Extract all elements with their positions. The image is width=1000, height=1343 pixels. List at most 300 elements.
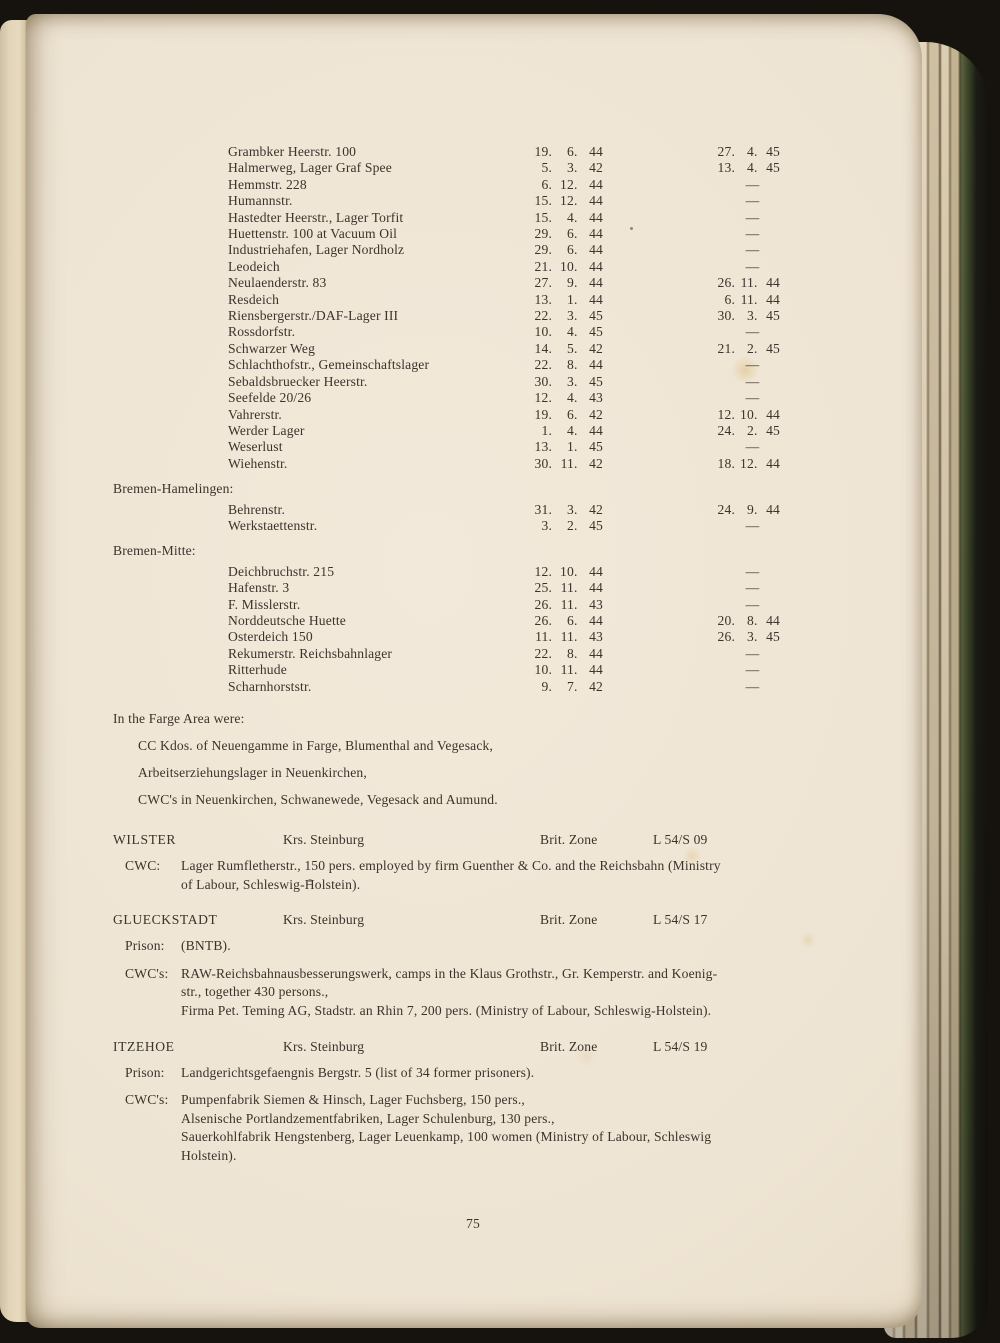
entry-text-line: (BNTB). xyxy=(181,938,231,954)
date-first xyxy=(530,374,603,390)
date-first xyxy=(530,308,603,324)
date-second: — xyxy=(745,324,760,340)
date-second xyxy=(713,341,780,357)
column-gap xyxy=(603,390,713,406)
column-gap xyxy=(603,564,713,580)
date-year: 42 xyxy=(589,406,603,422)
date-second: — xyxy=(745,563,760,579)
date-year: 44 xyxy=(589,662,603,678)
date-day: 3. xyxy=(541,517,552,533)
camp-name: Huettenstr. 100 at Vacuum Oil xyxy=(228,226,398,242)
column-gap xyxy=(603,275,713,291)
date-month: 3. xyxy=(567,501,578,517)
farge-area-item: CWC's in Neuenkirchen, Schwanewede, Vegesack and Aumund. xyxy=(138,792,498,807)
date-first xyxy=(530,226,603,242)
date-year: 44 xyxy=(589,563,603,579)
date-day: 12. xyxy=(534,563,552,579)
camp-name: Leodeich xyxy=(228,258,280,274)
date-year: 45 xyxy=(766,308,780,324)
date-second: — xyxy=(745,242,760,258)
table-row xyxy=(228,292,839,308)
farge-area-title: In the Farge Area were: xyxy=(113,711,245,726)
date-month: 12. xyxy=(740,455,758,471)
camps-table xyxy=(113,144,839,695)
date-first xyxy=(530,324,603,340)
date-month: 7. xyxy=(567,678,578,694)
farge-area-block xyxy=(113,710,839,808)
column-gap xyxy=(603,518,713,534)
entry-label: Prison: xyxy=(125,938,165,954)
date-second xyxy=(713,613,780,629)
table-row xyxy=(228,177,839,193)
map-reference: L 54/S 17 xyxy=(653,912,708,928)
date-second: — xyxy=(745,176,760,192)
date-month: 11. xyxy=(560,662,578,678)
town-entry xyxy=(125,857,839,894)
entry-text-line: Lager Rumfletherstr., 150 pers. employed by firm Guenther & Co. and the Reichsbahn (Ministry xyxy=(181,858,721,873)
column-gap xyxy=(603,629,713,645)
camp-name: F. Misslerstr. xyxy=(228,596,301,612)
camp-name: Behrenstr. xyxy=(228,501,285,517)
table-row xyxy=(228,439,839,455)
date-first xyxy=(530,580,603,596)
date-second xyxy=(713,456,780,472)
table-row xyxy=(228,662,839,678)
entry-label: CWC's: xyxy=(125,965,169,981)
date-month: 10. xyxy=(740,406,758,422)
entry-text-line: Firma Pet. Teming AG, Stadstr. an Rhin 7, 200 pers. (Ministry of Labour, Schleswig-Holstein). xyxy=(181,1002,712,1018)
entry-label: CWC's: xyxy=(125,1092,169,1108)
camp-name: Werder Lager xyxy=(228,422,305,438)
column-gap xyxy=(603,439,713,455)
date-day: 22. xyxy=(534,645,552,661)
date-month: 11. xyxy=(560,455,578,471)
entry-text-line: RAW-Reichsbahnausbesserungswerk, camps in the Klaus Grothstr., Gr. Kemperstr. and Koenig- xyxy=(181,965,718,981)
entry-text-line: Landgerichtsgefaengnis Bergstr. 5 (list of 34 former prisoners). xyxy=(181,1064,535,1080)
date-year: 44 xyxy=(589,612,603,628)
date-month: 8. xyxy=(567,645,578,661)
date-month: 11. xyxy=(560,629,578,645)
table-row xyxy=(228,259,839,275)
date-year: 43 xyxy=(589,390,603,406)
date-year: 42 xyxy=(589,455,603,471)
date-month: 11. xyxy=(740,275,758,291)
date-first xyxy=(530,613,603,629)
date-day: 6. xyxy=(541,176,552,192)
date-day: 1. xyxy=(541,422,552,438)
entry-text-line: str., together 430 persons., xyxy=(181,984,329,1000)
camp-name: Hafenstr. 3 xyxy=(228,580,290,596)
camp-name: Rekumerstr. Reichsbahnlager xyxy=(228,645,393,661)
date-second: — xyxy=(745,193,760,209)
date-second: — xyxy=(745,357,760,373)
district-label: Krs. Steinburg xyxy=(283,912,365,928)
date-year: 45 xyxy=(766,340,780,356)
date-month: 6. xyxy=(567,242,578,258)
table-row xyxy=(228,324,839,340)
date-first xyxy=(530,646,603,662)
date-first xyxy=(530,456,603,472)
date-year: 44 xyxy=(589,645,603,661)
column-gap xyxy=(603,357,713,373)
table-row xyxy=(228,564,839,580)
camp-name: Vahrerstr. xyxy=(228,406,282,422)
date-month: 4. xyxy=(747,160,758,176)
column-gap xyxy=(603,193,713,209)
date-year: 42 xyxy=(589,160,603,176)
camp-name: Deichbruchstr. 215 xyxy=(228,563,335,579)
date-month: 10. xyxy=(560,258,578,274)
entry-body xyxy=(181,937,839,956)
date-day: 26. xyxy=(717,629,735,645)
date-first xyxy=(530,193,603,209)
column-gap xyxy=(603,324,713,340)
date-second xyxy=(713,308,780,324)
date-second xyxy=(713,423,780,439)
table-row xyxy=(228,580,839,596)
date-year: 42 xyxy=(589,501,603,517)
date-first xyxy=(530,564,603,580)
date-month: 2. xyxy=(747,422,758,438)
column-gap xyxy=(603,613,713,629)
camp-name: Schlachthofstr., Gemeinschaftslager xyxy=(228,357,430,373)
date-month: 4. xyxy=(567,390,578,406)
entry-body xyxy=(181,1064,839,1083)
date-month: 8. xyxy=(747,612,758,628)
camp-name: Grambker Heerstr. 100 xyxy=(228,144,357,159)
date-first xyxy=(530,390,603,406)
date-month: 3. xyxy=(567,160,578,176)
date-year: 44 xyxy=(589,226,603,242)
camp-name: Sebaldsbruecker Heerstr. xyxy=(228,373,368,389)
date-day: 13. xyxy=(534,439,552,455)
camp-name: Weserlust xyxy=(228,439,283,455)
table-row xyxy=(228,502,839,518)
entry-text-line: Alsenische Portlandzementfabriken, Lager Schulenburg, 130 pers., xyxy=(181,1110,555,1126)
date-day: 30. xyxy=(534,373,552,389)
date-month: 3. xyxy=(567,308,578,324)
date-first xyxy=(530,259,603,275)
town-name: GLUECKSTADT xyxy=(113,912,218,928)
entry-body xyxy=(181,965,839,1021)
date-year: 44 xyxy=(589,291,603,307)
district-section-title: Bremen-Mitte: xyxy=(113,543,196,559)
date-second: — xyxy=(745,373,760,389)
date-day: 12. xyxy=(534,390,552,406)
town-entry xyxy=(125,1064,839,1083)
date-month: 3. xyxy=(567,373,578,389)
date-year: 44 xyxy=(589,144,603,159)
date-second: — xyxy=(745,678,760,694)
date-month: 1. xyxy=(567,439,578,455)
column-gap xyxy=(603,456,713,472)
date-day: 13. xyxy=(534,291,552,307)
date-second xyxy=(713,629,780,645)
town-section xyxy=(113,831,839,894)
table-row xyxy=(228,242,839,258)
camp-name: Riensbergerstr./DAF-Lager III xyxy=(228,308,399,324)
date-first xyxy=(530,292,603,308)
table-row xyxy=(228,423,839,439)
date-month: 6. xyxy=(567,406,578,422)
date-day: 10. xyxy=(534,662,552,678)
date-month: 11. xyxy=(740,291,758,307)
date-year: 44 xyxy=(589,580,603,596)
camp-name: Norddeutsche Huette xyxy=(228,612,346,628)
date-year: 44 xyxy=(589,258,603,274)
date-day: 20. xyxy=(717,612,735,628)
date-first xyxy=(530,597,603,613)
date-second: — xyxy=(745,580,760,596)
column-gap xyxy=(603,341,713,357)
date-month: 12. xyxy=(560,193,578,209)
date-first xyxy=(530,177,603,193)
camp-name: Scharnhorststr. xyxy=(228,678,312,694)
date-year: 43 xyxy=(589,596,603,612)
camp-name: Ritterhude xyxy=(228,662,287,678)
table-row xyxy=(228,613,839,629)
date-month: 9. xyxy=(747,501,758,517)
date-first xyxy=(530,518,603,534)
column-gap xyxy=(603,580,713,596)
entry-text-line: Holstein). xyxy=(181,1147,237,1163)
column-gap xyxy=(603,308,713,324)
date-month: 12. xyxy=(560,176,578,192)
date-day: 10. xyxy=(534,324,552,340)
camp-name: Schwarzer Weg xyxy=(228,340,316,356)
table-row xyxy=(228,518,839,534)
entry-text-line: Pumpenfabrik Siemen & Hinsch, Lager Fuchsberg, 150 pers., xyxy=(181,1092,525,1108)
date-day: 12. xyxy=(717,406,735,422)
date-year: 44 xyxy=(766,275,780,291)
town-section xyxy=(113,1038,839,1166)
table-row xyxy=(228,357,839,373)
table-row xyxy=(228,275,839,291)
date-year: 43 xyxy=(589,629,603,645)
date-year: 45 xyxy=(589,308,603,324)
table-row xyxy=(228,193,839,209)
date-year: 44 xyxy=(589,275,603,291)
date-month: 2. xyxy=(747,340,758,356)
town-sections xyxy=(113,831,839,1166)
date-first xyxy=(530,679,603,695)
date-day: 15. xyxy=(534,193,552,209)
date-second: — xyxy=(745,226,760,242)
date-year: 44 xyxy=(589,209,603,225)
town-entry xyxy=(125,965,839,1021)
date-second xyxy=(713,407,780,423)
farge-area-item: CC Kdos. of Neuengamme in Farge, Blumenthal and Vegesack, xyxy=(138,738,493,753)
town-entry xyxy=(125,1091,839,1165)
date-day: 27. xyxy=(717,144,735,159)
column-gap xyxy=(603,226,713,242)
date-day: 30. xyxy=(717,308,735,324)
date-year: 44 xyxy=(589,422,603,438)
table-row xyxy=(228,646,839,662)
date-day: 11. xyxy=(535,629,552,645)
date-month: 4. xyxy=(747,144,758,159)
date-first xyxy=(530,439,603,455)
date-day: 19. xyxy=(534,144,552,159)
date-year: 45 xyxy=(766,629,780,645)
date-second: — xyxy=(745,662,760,678)
date-day: 22. xyxy=(534,308,552,324)
camp-name: Werkstaettenstr. xyxy=(228,517,318,533)
table-row xyxy=(228,374,839,390)
column-gap xyxy=(603,374,713,390)
date-month: 5. xyxy=(567,340,578,356)
occupation-zone-label: Brit. Zone xyxy=(540,1038,598,1054)
date-year: 45 xyxy=(589,439,603,455)
date-day: 5. xyxy=(541,160,552,176)
date-year: 45 xyxy=(589,517,603,533)
page-number: 75 xyxy=(466,1215,480,1231)
date-year: 44 xyxy=(766,291,780,307)
table-row xyxy=(228,597,839,613)
date-month: 3. xyxy=(747,629,758,645)
table-row xyxy=(228,407,839,423)
date-first xyxy=(530,423,603,439)
entry-body xyxy=(181,1091,839,1165)
district-label: Krs. Steinburg xyxy=(283,1038,365,1054)
column-gap xyxy=(603,502,713,518)
map-reference: L 54/S 19 xyxy=(653,1038,708,1054)
date-month: 4. xyxy=(567,324,578,340)
town-name: WILSTER xyxy=(113,832,177,847)
table-row xyxy=(228,210,839,226)
date-day: 21. xyxy=(534,258,552,274)
entry-body xyxy=(181,857,839,894)
date-second: — xyxy=(745,517,760,533)
date-year: 44 xyxy=(589,242,603,258)
camp-name: Rossdorfstr. xyxy=(228,324,296,340)
date-day: 29. xyxy=(534,242,552,258)
date-second xyxy=(713,160,780,176)
date-day: 18. xyxy=(717,455,735,471)
date-first xyxy=(530,160,603,176)
camp-name: Hastedter Heerstr., Lager Torfit xyxy=(228,209,404,225)
date-day: 22. xyxy=(534,357,552,373)
date-second: — xyxy=(745,596,760,612)
date-month: 8. xyxy=(567,357,578,373)
column-gap xyxy=(603,646,713,662)
date-month: 3. xyxy=(747,308,758,324)
date-day: 30. xyxy=(534,455,552,471)
date-month: 2. xyxy=(567,517,578,533)
date-first xyxy=(530,144,603,160)
column-gap xyxy=(603,662,713,678)
town-entry xyxy=(125,937,839,956)
date-day: 27. xyxy=(534,275,552,291)
table-row xyxy=(228,341,839,357)
date-day: 14. xyxy=(534,340,552,356)
date-day: 9. xyxy=(541,678,552,694)
date-first xyxy=(530,357,603,373)
column-gap xyxy=(603,597,713,613)
map-reference: L 54/S 09 xyxy=(653,832,708,847)
entry-text-line: of Labour, Schleswig-Holstein). xyxy=(181,876,361,892)
date-first xyxy=(530,502,603,518)
date-year: 44 xyxy=(589,357,603,373)
date-year: 44 xyxy=(589,176,603,192)
date-day: 29. xyxy=(534,226,552,242)
date-second xyxy=(713,292,780,308)
camp-name: Halmerweg, Lager Graf Spee xyxy=(228,160,392,176)
camp-name: Wiehenstr. xyxy=(228,455,288,471)
entry-label: Prison: xyxy=(125,1064,165,1080)
date-day: 31. xyxy=(534,501,552,517)
camp-name: Hemmstr. 228 xyxy=(228,176,307,192)
date-second: — xyxy=(745,209,760,225)
date-month: 11. xyxy=(560,580,578,596)
date-day: 19. xyxy=(534,406,552,422)
date-month: 9. xyxy=(567,275,578,291)
date-second xyxy=(713,144,780,160)
date-first xyxy=(530,407,603,423)
date-year: 42 xyxy=(589,678,603,694)
date-first xyxy=(530,629,603,645)
camp-name: Resdeich xyxy=(228,291,280,307)
table-row xyxy=(228,456,839,472)
camp-name: Seefelde 20/26 xyxy=(228,390,312,406)
date-first xyxy=(530,662,603,678)
date-year: 45 xyxy=(589,373,603,389)
column-gap xyxy=(603,423,713,439)
date-month: 6. xyxy=(567,144,578,159)
occupation-zone-label: Brit. Zone xyxy=(540,912,598,928)
date-second xyxy=(713,275,780,291)
column-gap xyxy=(603,177,713,193)
date-year: 44 xyxy=(589,193,603,209)
date-second: — xyxy=(745,645,760,661)
date-second xyxy=(713,502,780,518)
date-second: — xyxy=(745,439,760,455)
table-row xyxy=(228,160,839,176)
camp-name: Industriehafen, Lager Nordholz xyxy=(228,242,405,258)
date-month: 6. xyxy=(567,612,578,628)
date-day: 6. xyxy=(724,291,735,307)
date-year: 42 xyxy=(589,340,603,356)
date-month: 4. xyxy=(567,209,578,225)
date-year: 45 xyxy=(766,422,780,438)
date-second: — xyxy=(745,390,760,406)
column-gap xyxy=(603,259,713,275)
table-row xyxy=(228,144,839,160)
column-gap xyxy=(603,144,713,160)
table-row xyxy=(228,629,839,645)
book-page xyxy=(26,14,922,1328)
date-day: 26. xyxy=(534,612,552,628)
date-year: 44 xyxy=(766,406,780,422)
district-label: Krs. Steinburg xyxy=(283,832,365,847)
camp-name: Neulaenderstr. 83 xyxy=(228,275,327,291)
entry-label: CWC: xyxy=(125,858,161,873)
date-year: 44 xyxy=(766,612,780,628)
date-day: 25. xyxy=(534,580,552,596)
town-name: ITZEHOE xyxy=(113,1038,175,1054)
column-gap xyxy=(603,679,713,695)
date-day: 15. xyxy=(534,209,552,225)
date-year: 45 xyxy=(766,144,780,159)
date-month: 6. xyxy=(567,226,578,242)
table-row xyxy=(228,308,839,324)
table-row xyxy=(228,390,839,406)
date-first xyxy=(530,275,603,291)
town-section xyxy=(113,911,839,1020)
date-year: 45 xyxy=(766,160,780,176)
column-gap xyxy=(603,210,713,226)
column-gap xyxy=(603,160,713,176)
